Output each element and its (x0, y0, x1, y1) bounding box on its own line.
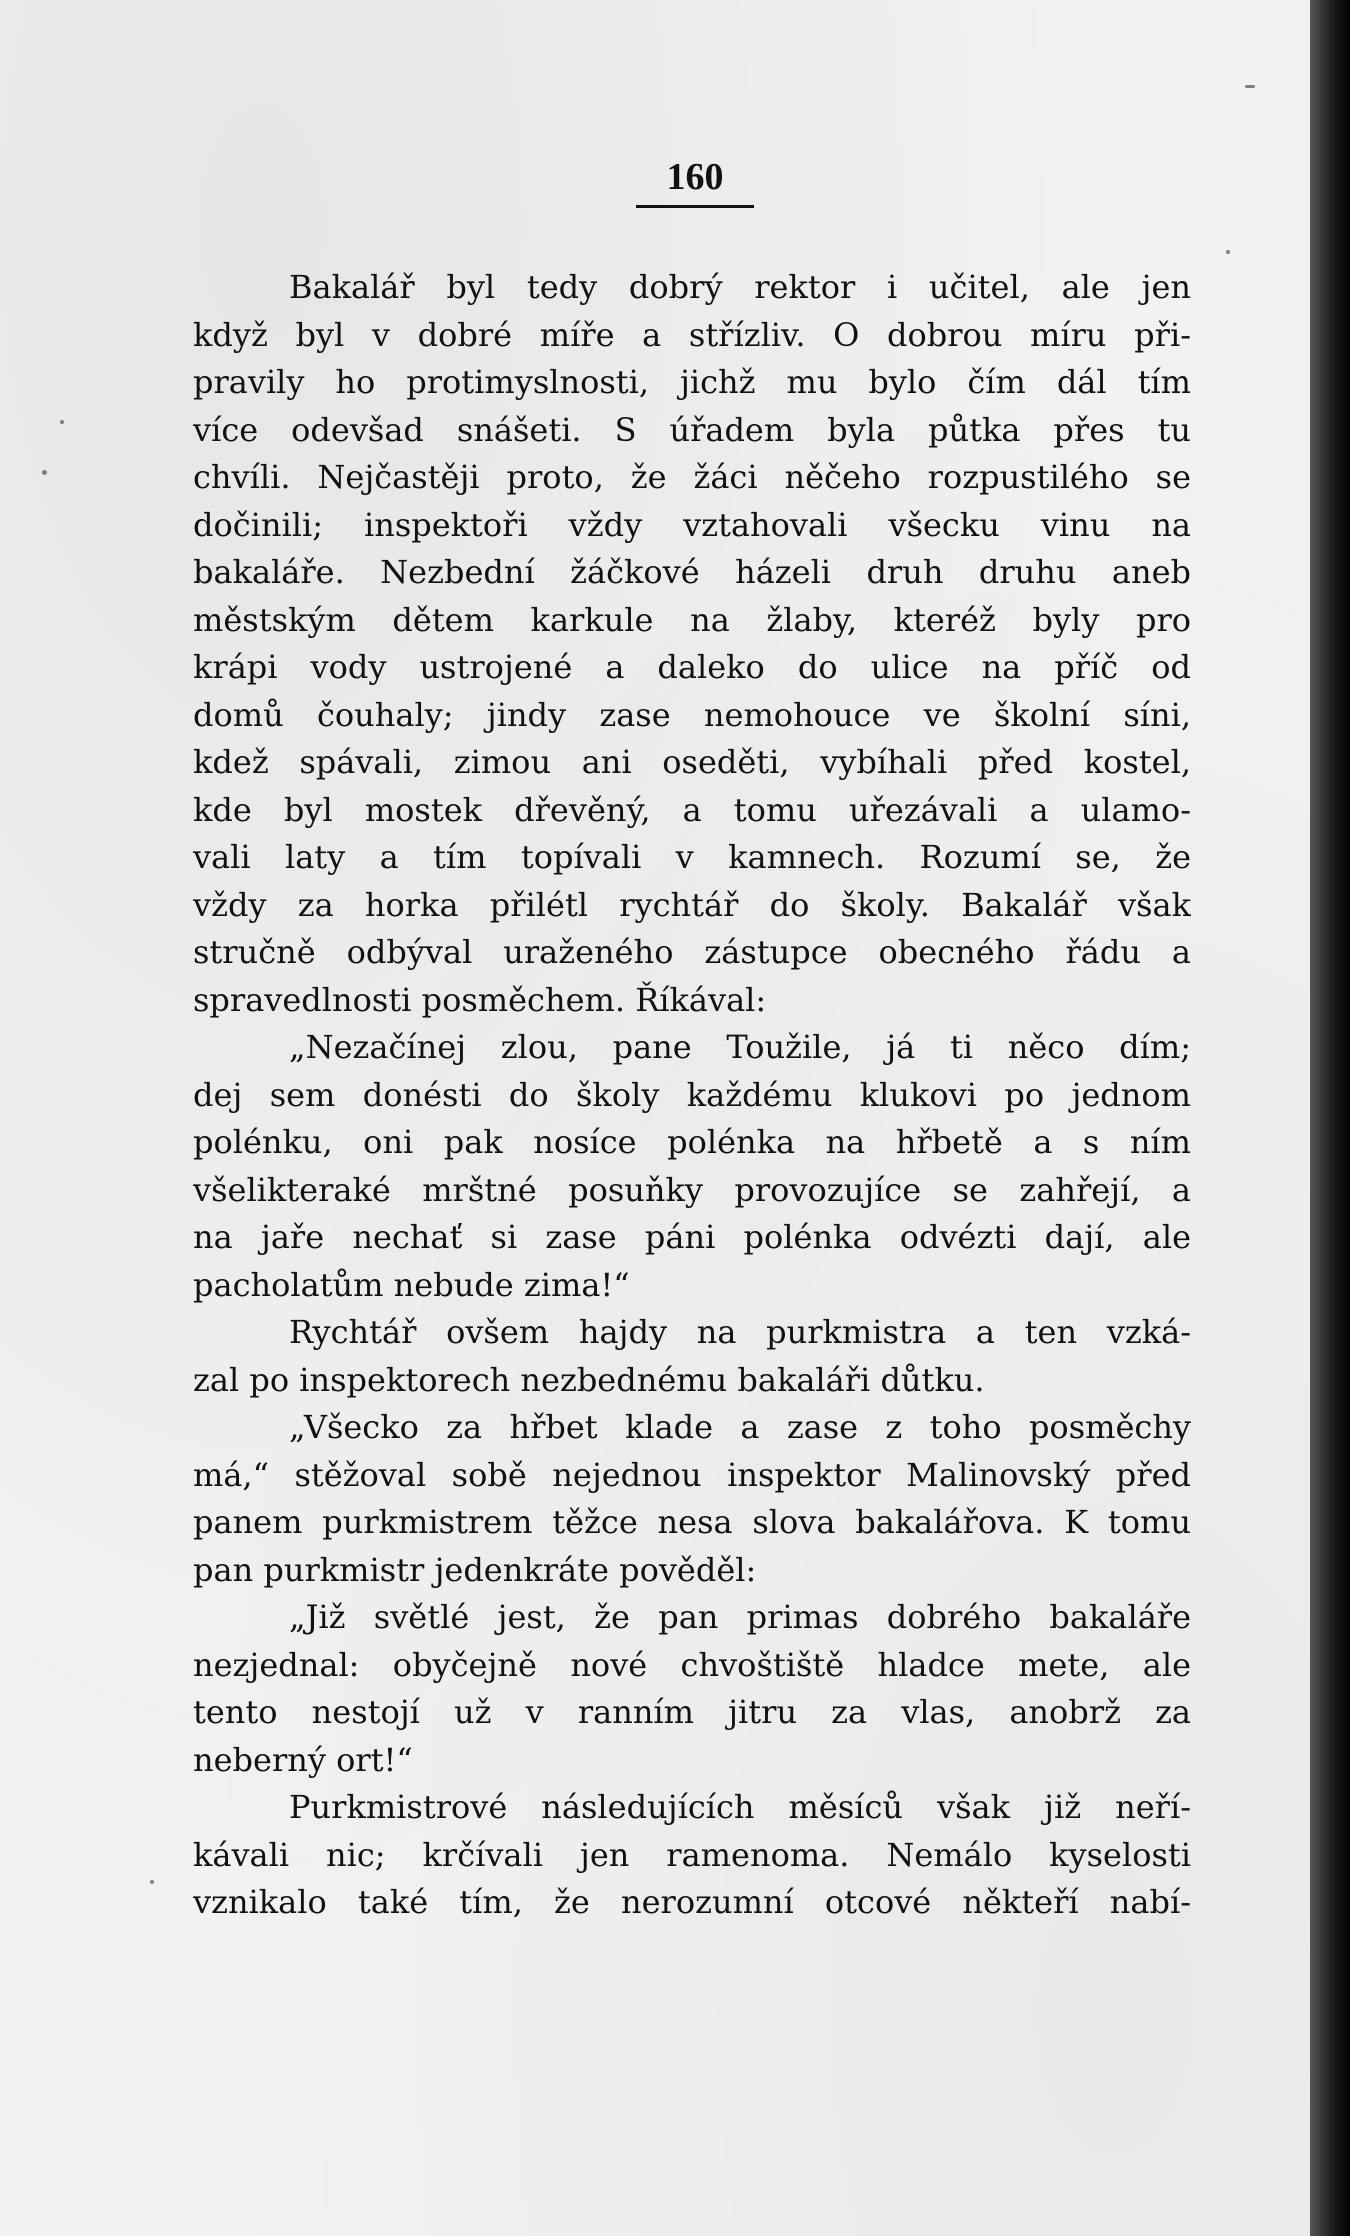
text-line: pravily ho protimyslnosti, jichž mu bylo čím dál tím (193, 363, 1191, 401)
text-line: nezjednal: obyčejně nové chvoštiště hladce mete, ale (193, 1645, 1191, 1684)
scan-speck (1245, 85, 1255, 88)
text-line: všelikteraké mrštné posuňky provozujíce se zahřejí, a (193, 1170, 1191, 1209)
page-number-rule (636, 205, 754, 208)
text-line: když byl v dobré míře a střízliv. O dobrou míru při- (193, 315, 1191, 354)
text-line: Rychtář ovšem hajdy na purkmistra a ten vzká- (289, 1313, 1191, 1351)
text-line: Purkmistrové následujících měsíců však již neří- (289, 1788, 1191, 1826)
text-line: více odevšad snášeti. S úřadem byla půtka přes tu (193, 410, 1191, 449)
text-line: vždy za horka přilétl rychtář do školy. Bakalář však (193, 885, 1191, 924)
text-line: neberný ort!“ (193, 1740, 413, 1779)
text-line: chvíli. Nejčastěji proto, že žáci něčeho rozpustilého se (193, 458, 1191, 496)
body-text (193, 264, 1191, 1927)
text-line: vali laty a tím topívali v kamnech. Rozumí se, že (193, 838, 1191, 876)
text-line: pacholatům nebude zima!“ (193, 1265, 630, 1304)
text-line: panem purkmistrem těžce nesa slova bakalářova. K tomu (193, 1503, 1191, 1541)
text-line: vznikalo také tím, že nerozumní otcové někteří nabí- (193, 1883, 1191, 1921)
page-number: 160 (666, 156, 724, 198)
text-line: kde byl mostek dřevěný, a tomu uřezávali a ulamo- (193, 790, 1191, 829)
text-line: krápi vody ustrojené a daleko do ulice na příč od (193, 648, 1191, 686)
scan-edge (1310, 0, 1350, 2236)
text-line: zal po inspektorech nezbednému bakaláři důtku. (193, 1360, 985, 1399)
scan-speck (60, 420, 64, 424)
text-line: polénku, oni pak nosíce polénka na hřbetě a s ním (193, 1123, 1191, 1161)
text-line: domů čouhaly; jindy zase nemohouce ve školní síni, (193, 695, 1191, 734)
text-line: má,“ stěžoval sobě nejednou inspektor Malinovský před (193, 1455, 1191, 1494)
scan-speck (42, 470, 47, 475)
text-line: „Všecko za hřbet klade a zase z toho posměchy (289, 1408, 1191, 1446)
text-line: na jaře nechať si zase páni polénka odvézti dají, ale (193, 1218, 1191, 1256)
text-line: „Již světlé jest, že pan primas dobrého bakaláře (289, 1598, 1191, 1636)
text-line: Bakalář byl tedy dobrý rektor i učitel, ale jen (289, 268, 1191, 306)
scan-speck (150, 1880, 154, 1884)
text-line: tento nestojí už v ranním jitru za vlas, anobrž za (193, 1693, 1191, 1731)
text-line: dej sem donésti do školy každému klukovi po jednom (193, 1075, 1191, 1114)
text-line: kdež spávali, zimou ani oseděti, vybíhali před kostel, (193, 743, 1191, 781)
text-line: „Nezačínej zlou, pane Toužile, já ti něco dím; (289, 1028, 1191, 1066)
text-line: dočinili; inspektoři vždy vztahovali všecku vinu na (193, 505, 1191, 544)
text-line: městským dětem karkule na žlaby, kteréž byly pro (193, 600, 1191, 639)
text-line: stručně odbýval uraženého zástupce obecného řádu a (193, 933, 1191, 971)
text-line: pan purkmistr jedenkráte pověděl: (193, 1550, 757, 1589)
text-line: spravedlnosti posměchem. Říkával: (193, 980, 767, 1019)
scan-speck (1226, 250, 1230, 254)
text-line: kávali nic; krčívali jen ramenoma. Nemálo kyselosti (193, 1835, 1191, 1874)
text-line: bakaláře. Nezbední žáčkové házeli druh druhu aneb (193, 553, 1191, 591)
